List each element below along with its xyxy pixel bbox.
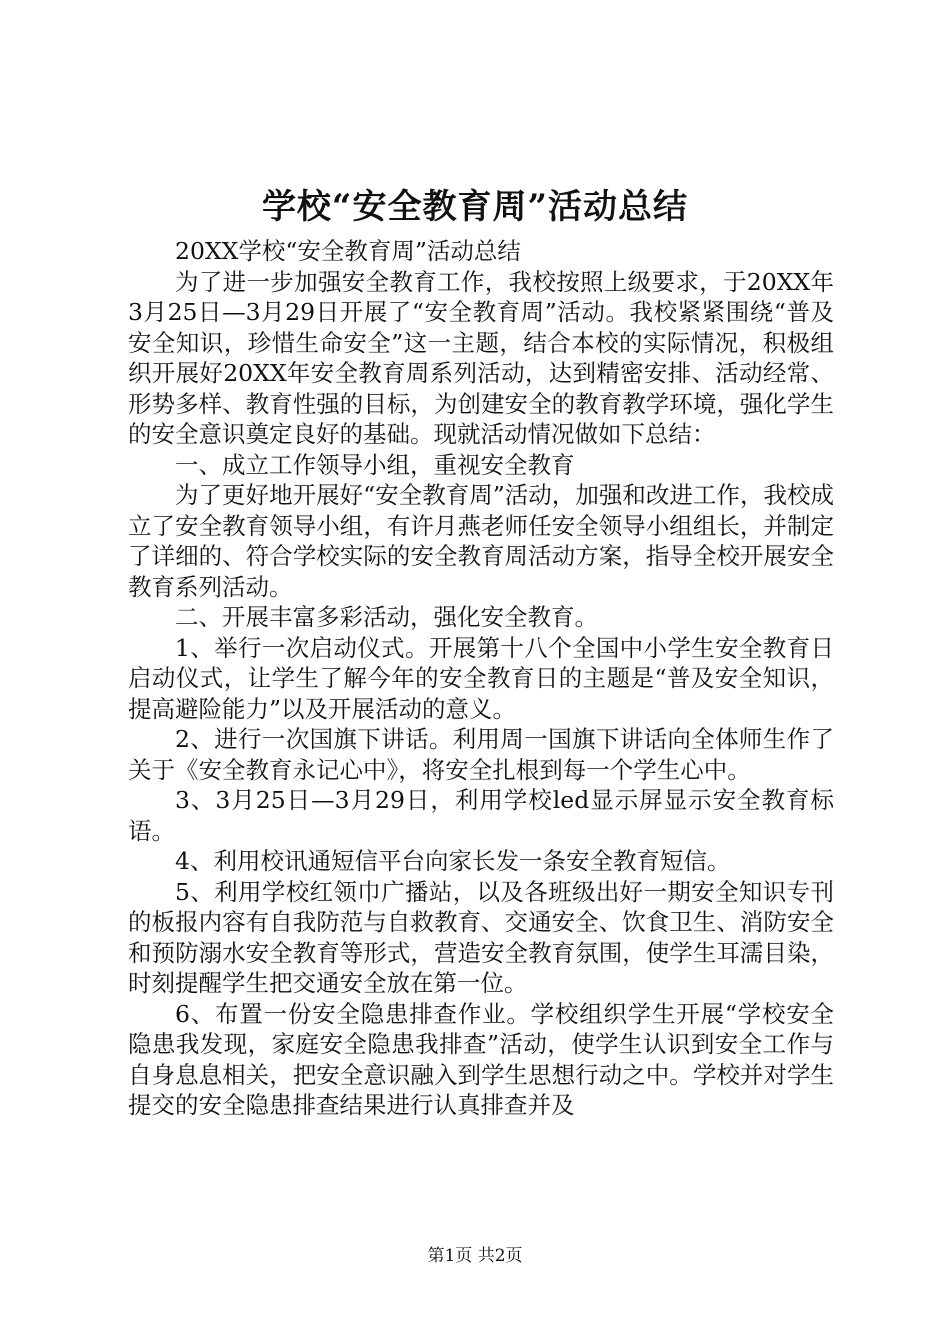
section-heading-1: 一、成立工作领导小组，重视安全教育 [175, 450, 575, 479]
activity-item-2: 2、进行一次国旗下讲话。利用周一国旗下讲话向全体师生作了关于《安全教育永记心中》，将安全扎根到每一个学生心中。 [128, 725, 834, 784]
activity-item-5: 5、利用学校红领巾广播站，以及各班级出好一期安全知识专刊的板报内容有自我防范与自救教育、交通安全、饮食卫生、消防安全和预防溺水安全教育等形式，营造安全教育氛围，使学生耳濡目染，时刻提醒学生把交通安全放在第一位。 [128, 877, 834, 997]
section-1-paragraph: 为了更好地开展好“安全教育周”活动，加强和改进工作，我校成立了安全教育领导小组，有许月燕老师任安全领导小组组长，并制定了详细的、符合学校实际的安全教育周活动方案，指导全校开展安全教育系列活动。 [128, 481, 834, 601]
activity-item-6: 6、布置一份安全隐患排查作业。学校组织学生开展“学校安全隐患我发现，家庭安全隐患我排查”活动，使学生认识到安全工作与自身息息相关，把安全意识融入到学生思想行动之中。学校并对学生提交的安全隐患排查结果进行认真排查并及 [128, 999, 834, 1119]
activity-item-4: 4、利用校讯通短信平台向家长发一条安全教育短信。 [175, 847, 731, 875]
document-body [128, 236, 834, 1121]
document-title: 学校“安全教育周”活动总结 [261, 187, 689, 227]
activity-item-1: 1、举行一次启动仪式。开展第十八个全国中小学生安全教育日启动仪式，让学生了解今年的安全教育日的主题是“普及安全知识，提高避险能力”以及开展活动的意义。 [128, 633, 834, 723]
activity-item-3: 3、3月25日—3月29日，利用学校led显示屏显示安全教育标语。 [128, 786, 834, 845]
intro-paragraph: 为了进一步加强安全教育工作，我校按照上级要求，于20XX年3月25日—3月29日开展了“安全教育周”活动。我校紧紧围绕“普及安全知识，珍惜生命安全”这一主题，结合本校的实际情况，积极组织开展好20XX年安全教育周系列活动，达到精密安排、活动经常、形势多样、教育性强的目标，为创建安全的教育教学环境，强化学生的安全意识奠定良好的基础。现就活动情况做如下总结： [128, 267, 834, 448]
subtitle-paragraph: 20XX学校“安全教育周”活动总结 [175, 237, 521, 265]
section-heading-2: 二、开展丰富多彩活动，强化安全教育。 [175, 603, 598, 631]
page-footer: 第1页 共2页 [427, 1246, 523, 1266]
